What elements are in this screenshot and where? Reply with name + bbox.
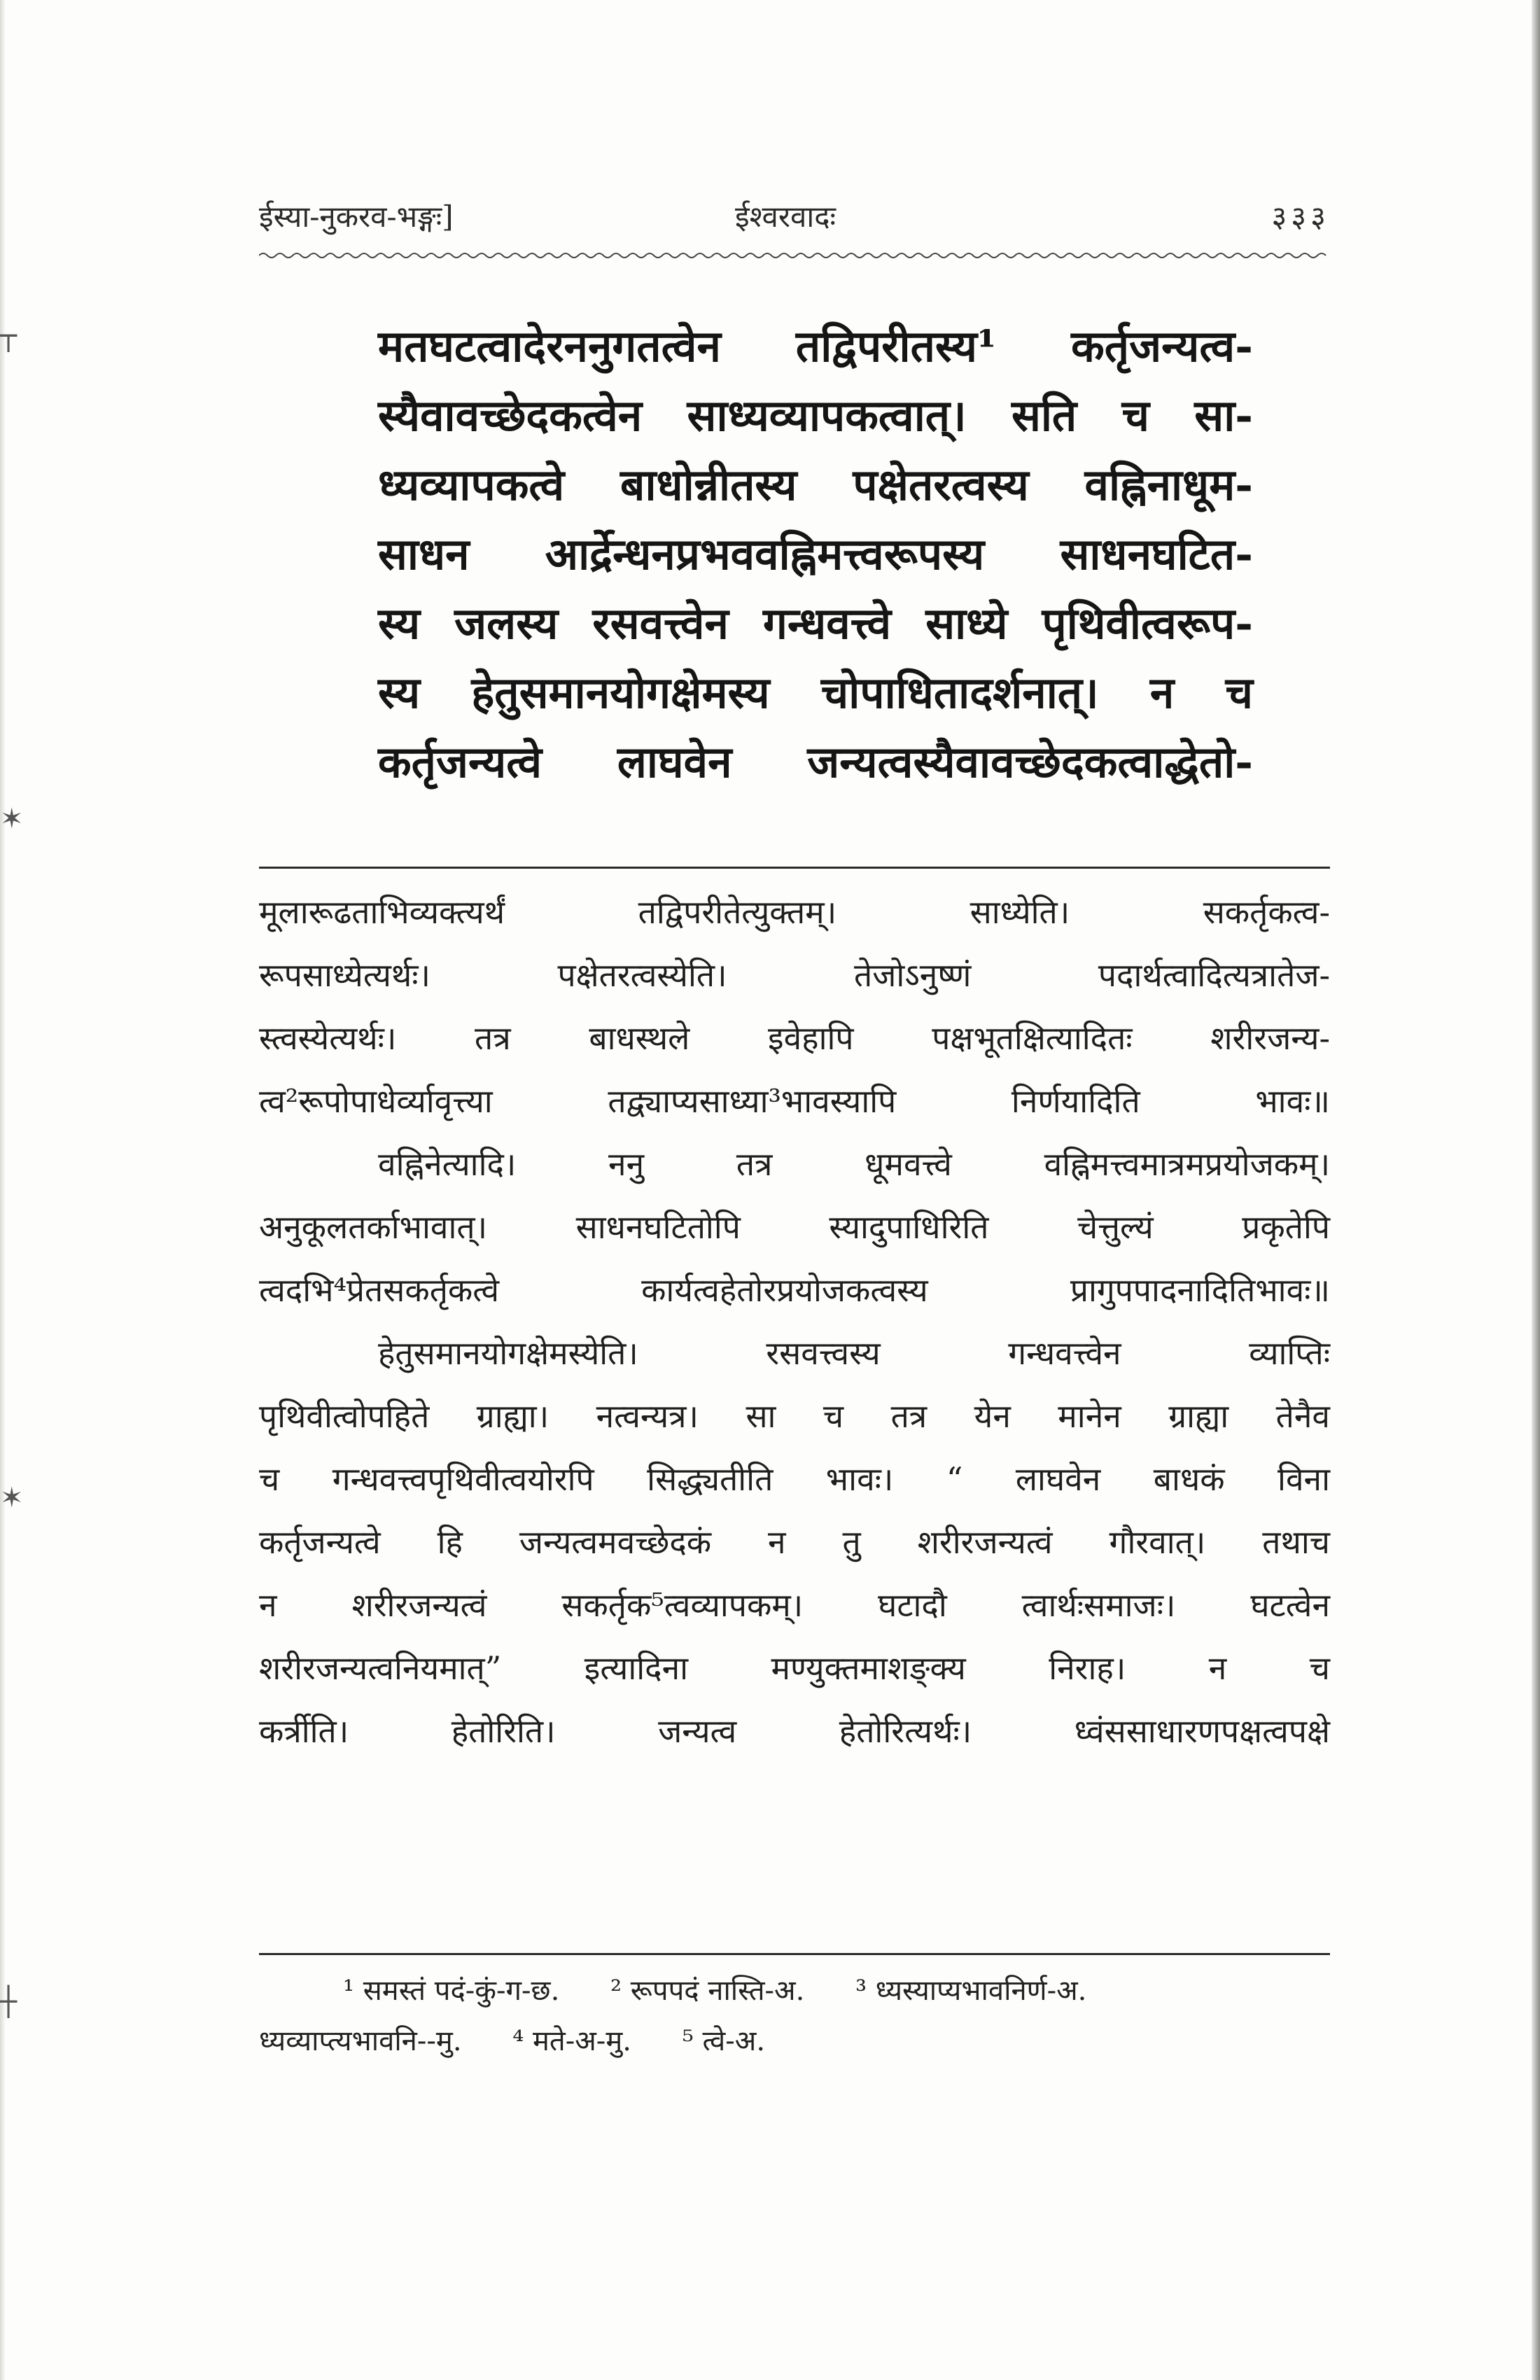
- running-title: ईस्या-नुकरव-भङ्गः]: [259, 200, 454, 234]
- main-text-line: स्यैवावच्छेदकत्वेन साध्यव्यापकत्वात्। सति च सा-: [378, 390, 1253, 441]
- commentary-line: शरीरजन्यत्वनियमात्” इत्यादिना मण्युक्तमाशङ्क्य निराह। न च: [259, 1649, 1330, 1687]
- commentary-line: कर्त्रीति। हेतोरिति। जन्यत्व हेतोरित्यर्थः। ध्वंससाधारणपक्षत्वपक्षे: [259, 1712, 1330, 1750]
- commentary-line: त्वदभि⁴प्रेतसकर्तृकत्वे कार्यत्वहेतोरप्रयोजकत्वस्य प्रागुपपादनादितिभावः॥: [259, 1271, 1330, 1309]
- main-text-line: कर्तृजन्यत्वे लाघवेन जन्यत्वस्यैवावच्छेदकत्वाद्धेतो-: [378, 736, 1253, 788]
- margin-star-mark: ✶: [0, 1482, 24, 1514]
- page-right-edge: [1532, 0, 1540, 2380]
- commentary-line: मूलारूढताभिव्यक्त्यर्थं तद्विपरीतेत्युक्तम्। साध्येति। सकर्तृकत्व-: [259, 893, 1330, 931]
- commentary-line: अनुकूलतर्काभावात्। साधनघटितोपि स्यादुपाधिरिति चेत्तुल्यं प्रकृतेपि: [259, 1208, 1330, 1246]
- footnote-3: ³ ध्यस्याप्यभावनिर्ण-अ.: [855, 1975, 1087, 2007]
- margin-tick-mark: ┬: [0, 320, 18, 352]
- commentary-line: कर्तृजन्यत्वे हि जन्यत्वमवच्छेदकं न तु शरीरजन्यत्वं गौरवात्। तथाच: [259, 1523, 1330, 1561]
- footnote-5: ⁵ त्वे-अ.: [682, 2025, 766, 2057]
- page-header: [259, 196, 1330, 238]
- commentary-line: हेतुसमानयोगक्षेमस्येति। रसवत्त्वस्य गन्धवत्त्वेन व्याप्तिः: [378, 1334, 1330, 1372]
- footnote-line: [259, 1966, 1330, 2016]
- text-commentary-divider: [259, 867, 1330, 869]
- main-text-line: मतघटत्वादेरननुगतत्वेन तद्विपरीतस्य¹ कर्तृजन्यत्व-: [378, 321, 1253, 372]
- page-left-edge: [0, 0, 6, 2380]
- footnote-line: [259, 2016, 1330, 2066]
- footnote-1: ¹ समस्तं पदं-कुं-ग-छ.: [343, 1975, 560, 2007]
- commentary-line: त्व²रूपोपाधेर्व्यावृत्त्या तद्व्याप्यसाध्या³भावस्यापि निर्णयादिति भावः॥: [259, 1082, 1330, 1120]
- header-wavy-rule: [259, 251, 1330, 260]
- footnote-4: ⁴ मते-अ-मु.: [512, 2025, 631, 2057]
- commentary-line: रूपसाध्येत्यर्थः। पक्षेतरत्वस्येति। तेजोऽनुष्णं पदार्थत्वादित्यत्रातेज-: [259, 956, 1330, 994]
- footnote-2: ² रूपपदं नास्ति-अ.: [610, 1975, 805, 2007]
- margin-tick-mark: ┼: [0, 1986, 18, 2018]
- commentary-line: न शरीरजन्यत्वं सकर्तृक⁵त्वव्यापकम्। घटादौ त्वार्थःसमाजः। घटत्वेन: [259, 1586, 1330, 1624]
- main-text-block: [378, 312, 1253, 797]
- commentary-line: पृथिवीत्वोपहिते ग्राह्या। नत्वन्यत्र। सा च तत्र येन मानेन ग्राह्या तेनैव: [259, 1397, 1330, 1435]
- main-text-line: स्य जलस्य रसवत्त्वेन गन्धवत्त्वे साध्ये पृथिवीत्वरूप-: [378, 598, 1253, 649]
- section-title: ईश्वरवादः: [735, 200, 836, 234]
- footnote-3-continuation: ध्यव्याप्त्यभावनि--मु.: [259, 2025, 462, 2057]
- page-number: ३३३: [1271, 200, 1330, 234]
- commentary-line: स्त्वस्येत्यर्थः। तत्र बाधस्थले इवेहापि पक्षभूतक्षित्यादितः शरीरजन्य-: [259, 1019, 1330, 1057]
- margin-star-mark: ✶: [0, 803, 24, 835]
- main-text-line: साधन आर्द्रेन्धनप्रभववह्निमत्त्वरूपस्य साधनघटित-: [378, 528, 1253, 580]
- footnotes-block: [259, 1966, 1330, 2066]
- footnote-divider: [259, 1953, 1330, 1955]
- commentary-line: च गन्धवत्त्वपृथिवीत्वयोरपि सिद्ध्यतीति भावः। “ लाघवेन बाधकं विना: [259, 1460, 1330, 1498]
- commentary-block: [259, 881, 1330, 1763]
- main-text-line: स्य हेतुसमानयोगक्षेमस्य चोपाधितादर्शनात्। न च: [378, 667, 1253, 718]
- commentary-line: वह्निनेत्यादि। ननु तत्र धूमवत्त्वे वह्निमत्त्वमात्रमप्रयोजकम्।: [378, 1145, 1330, 1183]
- main-text-line: ध्यव्यापकत्वे बाधोन्नीतस्य पक्षेतरत्वस्य वह्निनाधूम-: [378, 459, 1253, 510]
